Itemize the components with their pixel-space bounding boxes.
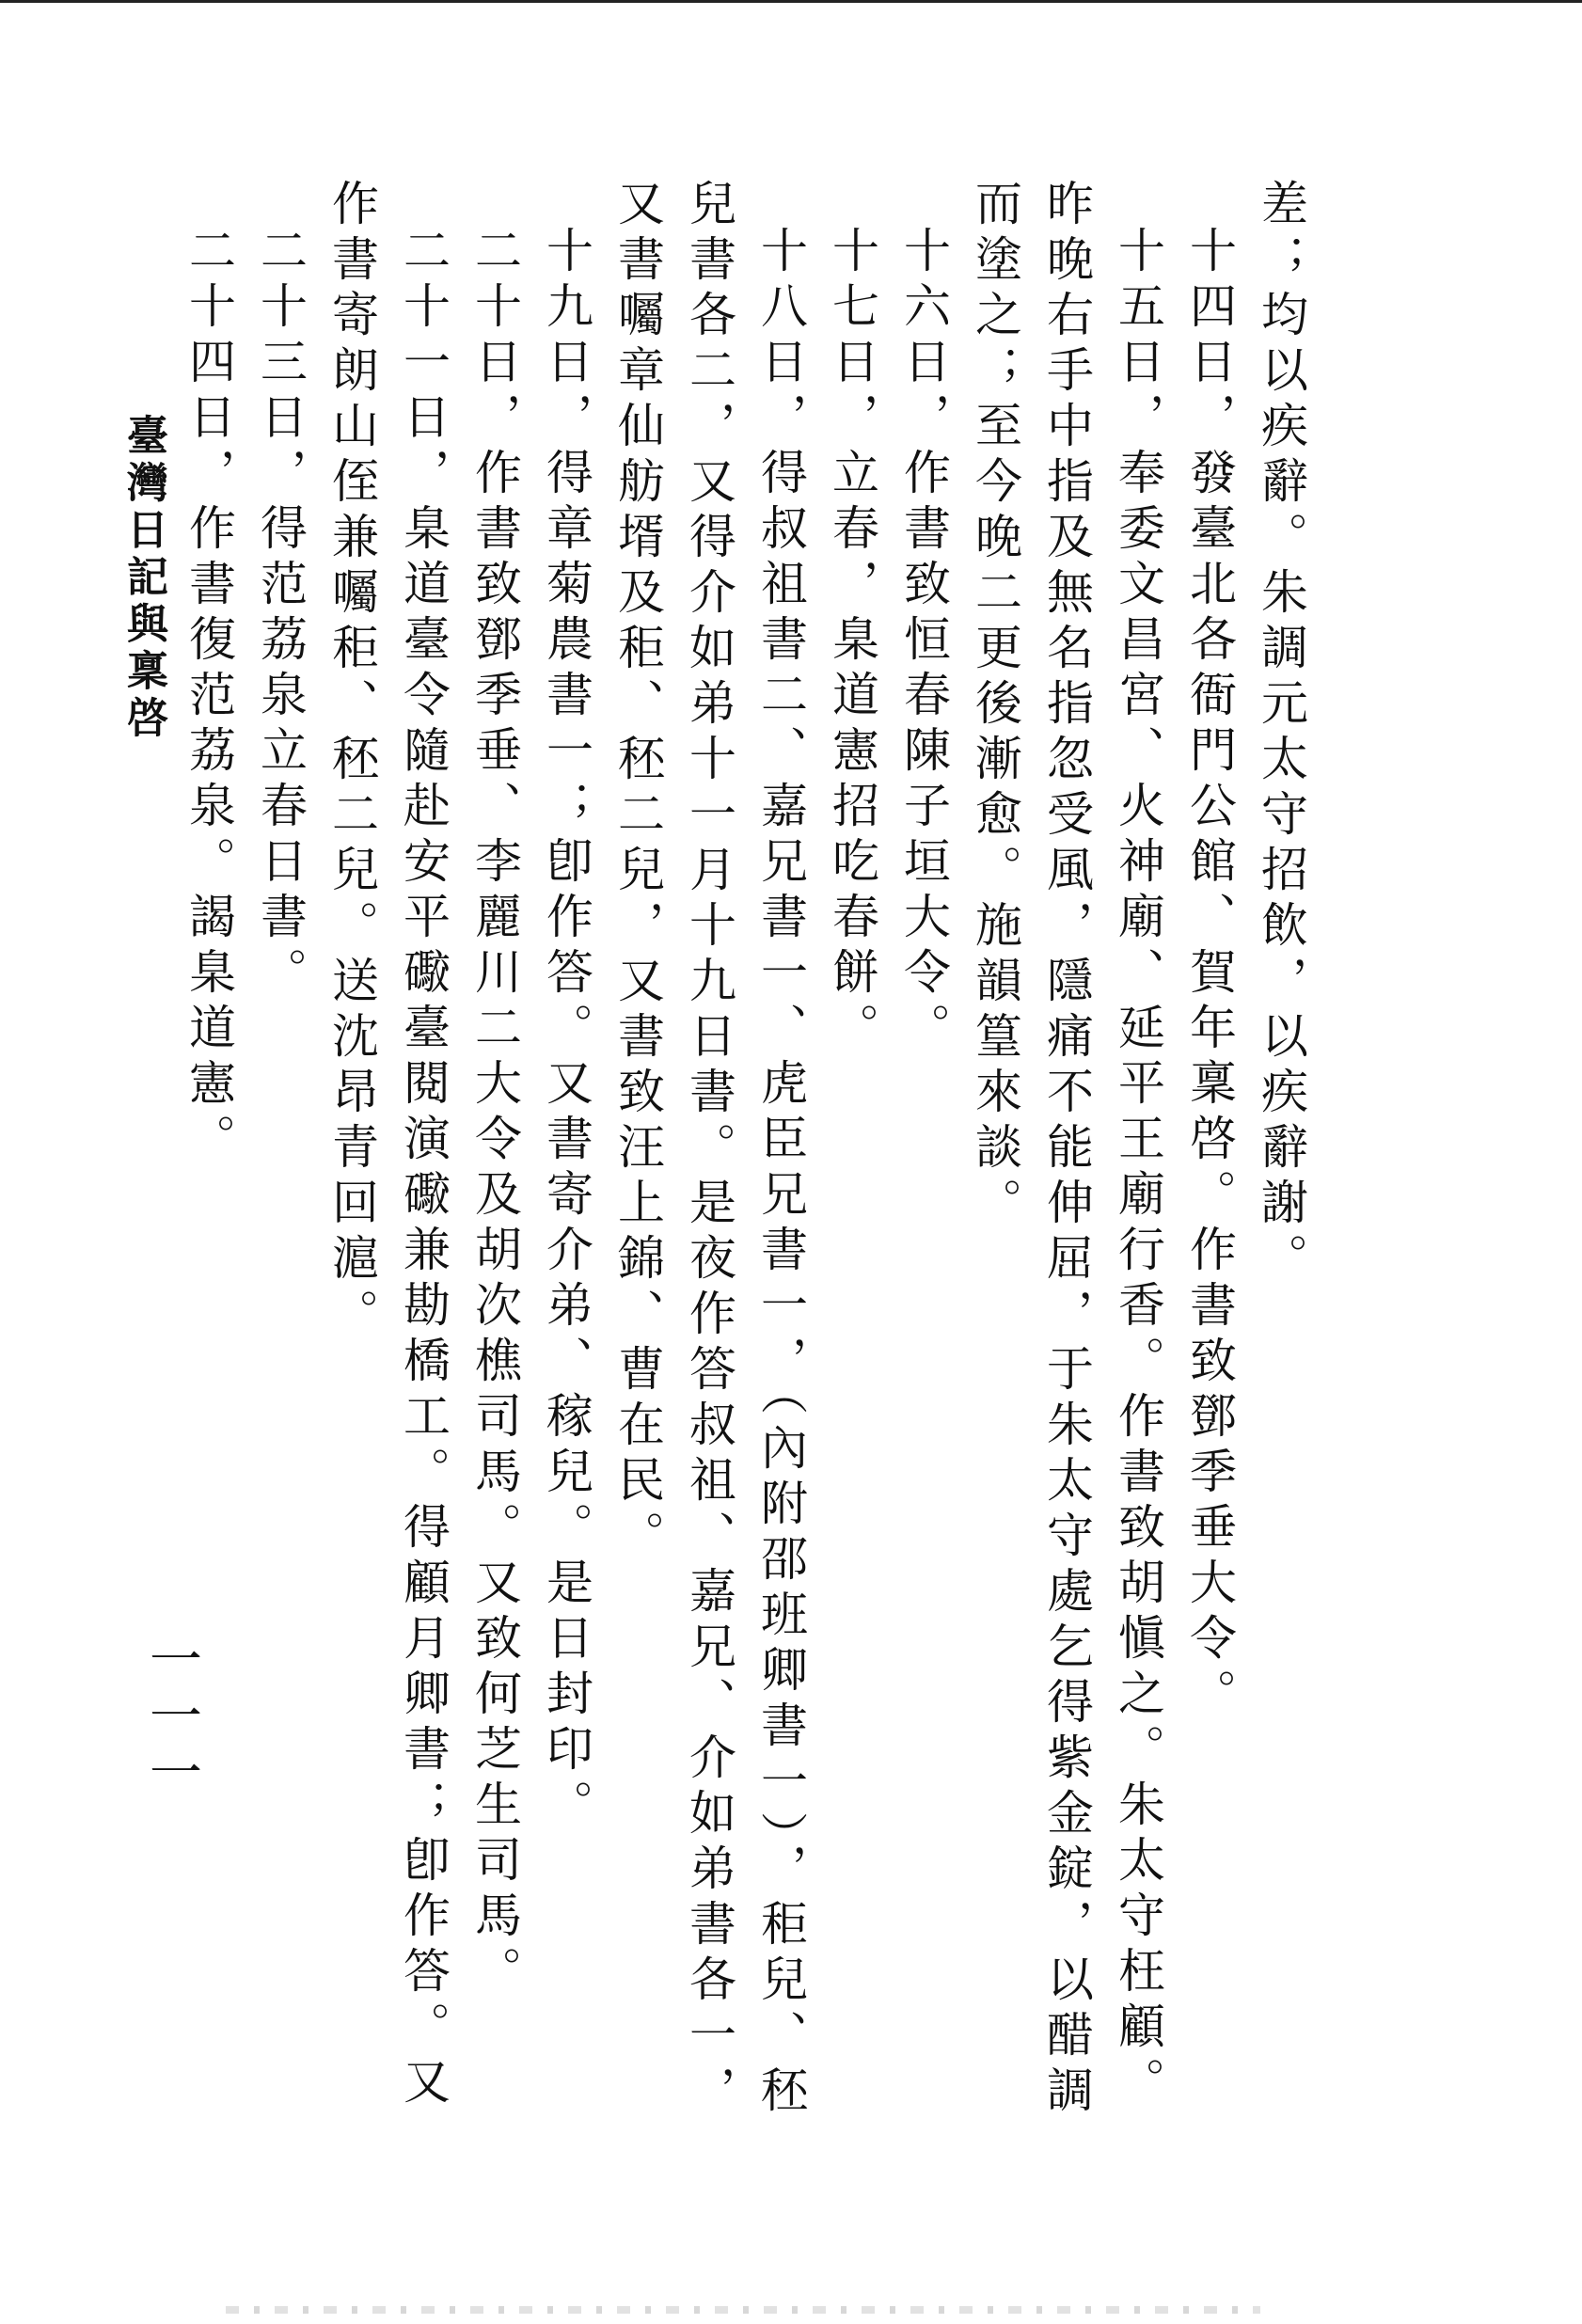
page-number: 一一一 [141,1632,202,1801]
scan-noise [226,2306,1260,2314]
diary-entry-21: 二十一日，臬道臺令隨赴安平礮臺閱演礮兼勘橋工。得顧月卿書；卽作答。又作書寄朗山侄兼囑秬、秠二兒。送沈昂青回滬。 [324,179,451,2112]
diary-entry-continuation: 差；均以疾辭。朱調元太守招飲，以疾辭謝。 [1254,179,1308,1288]
top-rule [0,0,1582,3]
diary-entry-15: 十五日，奉委文昌宮、火神廟、延平王廟行香。作書致胡愼之。朱太守枉顧。昨晚右手中指及無名指忽受風，隱痛不能伸屈，于朱太守處乞得紫金錠，以醋調而塗之；至今晚二更後漸愈。施韻篁來談。 [968,179,1165,2121]
running-head: 臺灣日記與稟啓 [119,414,167,743]
diary-entry-19: 十九日，得章菊農書一；卽作答。又書寄介弟、稼兒。是日封印。 [539,226,593,1835]
diary-entry-20: 二十日，作書致鄧季垂、李麗川二大令及胡次樵司馬。又致何芝生司馬。 [467,226,522,2001]
diary-entry-24: 二十四日，作書復范荔泉。謁臬道憲。 [182,226,236,1169]
diary-entry-23: 二十三日，得范荔泉立春日書。 [253,226,308,1003]
diary-body [182,179,1317,2154]
diary-entry-18: 十八日，得叔祖書二、嘉兄書一、虎臣兄書一，（內附邵班卿書一），秬兒、秠兒書各二，又得介如弟十一月十九日書。是夜作答叔祖、嘉兄、介如弟書各一，又書囑章仙舫壻及秬、秠二兒，又書致汪上錦、曹在民。 [610,179,808,2121]
diary-entry-17: 十七日，立春，臬道憲招吃春餅。 [825,226,879,1058]
diary-entry-16: 十六日，作書致恒春陳子垣大令。 [896,226,951,1058]
diary-entry-14: 十四日，發臺北各衙門公館、賀年稟啓。作書致鄧季垂大令。 [1182,226,1237,1724]
